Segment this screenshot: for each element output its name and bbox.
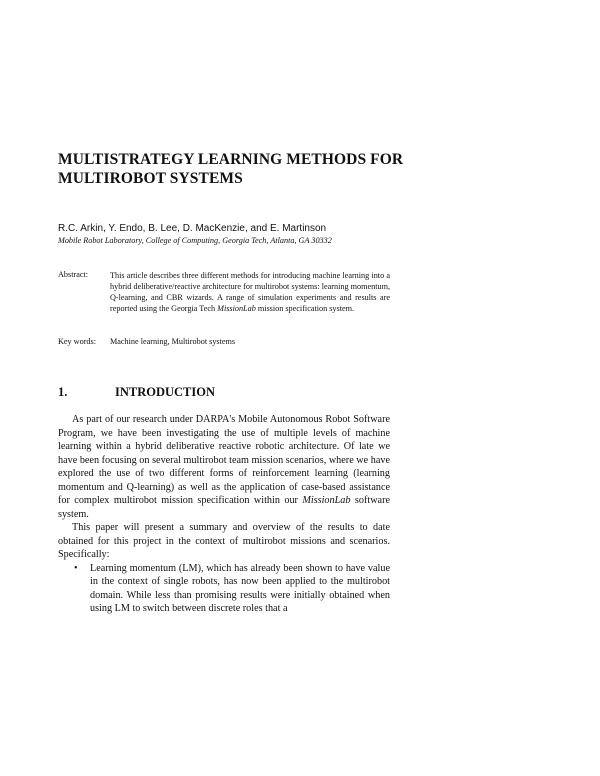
author-list: R.C. Arkin, Y. Endo, B. Lee, D. MacKenzie, and E. Martinson <box>58 223 327 234</box>
section-number: 1. <box>58 385 68 399</box>
paragraph-1 <box>58 413 390 521</box>
keywords-text: Machine learning, Multirobot systems <box>110 337 236 346</box>
bullet-dot-icon: • <box>74 562 78 574</box>
affiliation: Mobile Robot Laboratory, College of Computing, Georgia Tech, Atlanta, GA 30332 <box>58 236 332 245</box>
section-heading: INTRODUCTION <box>115 385 216 399</box>
abstract-text <box>110 270 390 314</box>
bullet-1-text: Learning momentum (LM), which has already been shown to have value in the context of single robots, has now been applied to the multirobot domain. While less than promising results were initially obtained when using LM to switch between discrete roles that a <box>90 562 390 614</box>
abstract-text-start: This article describes three different methods for introducing machine learning into a hybrid deliberative/reactive architecture for multirobot systems: learning momentum, Q-learning, and CBR wizards. A range of simulation experiments and results are reported using the Georgia Tech <box>110 271 390 314</box>
abstract-text-end: mission specification system. <box>255 304 355 314</box>
paragraph-1-software-name: MissionLab <box>302 495 351 506</box>
list-item <box>74 562 390 616</box>
abstract-label: Abstract: <box>58 270 89 279</box>
bullet-list <box>58 562 390 616</box>
title-line-1: MULTISTRATEGY LEARNING METHODS FOR <box>58 151 404 168</box>
paragraph-1-end: software system. <box>58 495 390 520</box>
paper-title <box>58 150 418 188</box>
paragraph-1-start: As part of our research under DARPA's Mobile Autonomous Robot Software Program, we have been investigating the use of multiple levels of machine learning within a hybrid deliberative reactive robotic architecture. Of late we have been focusing on several multirobot team mission scenarios, where we have explored the use of two different forms of reinforcement learning (learning momentum and Q-learning) as well as the application of case-based assistance for complex multirobot mission specification within our <box>58 414 390 506</box>
abstract-software-name: MissionLab <box>217 304 256 314</box>
body-text <box>58 413 390 616</box>
paragraph-2: This paper will present a summary and overview of the results to date obtained for this project in the context of multirobot missions and scenarios. Specifically: <box>58 522 390 560</box>
keywords-label: Key words: <box>58 337 96 346</box>
title-line-2: MULTIROBOT SYSTEMS <box>58 170 243 187</box>
